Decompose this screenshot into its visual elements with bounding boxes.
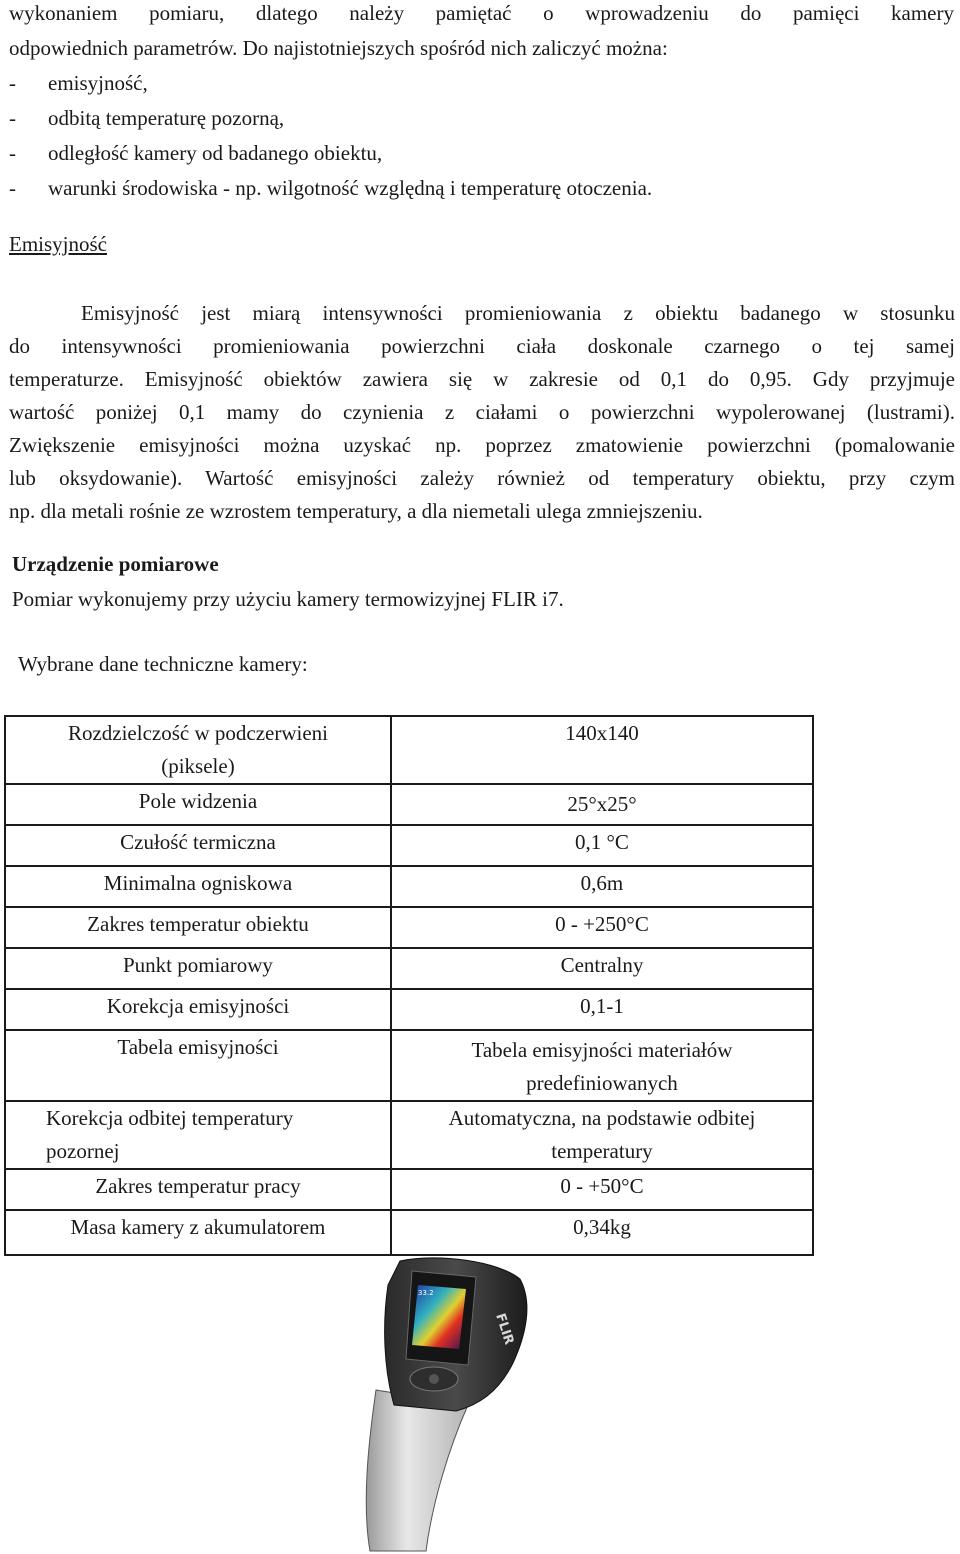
list-item — [9, 136, 652, 171]
table-caption: Wybrane dane techniczne kamery: — [18, 652, 308, 676]
list-marker: - — [9, 176, 16, 200]
table-row — [5, 989, 813, 1030]
list-item — [9, 66, 652, 101]
table-row — [5, 907, 813, 948]
paragraph-line: temperaturze. Emisyjność obiektów zawiera się w zakresie od 0,1 do 0,95. Gdy przyjmuje — [9, 367, 955, 391]
thermal-camera-image — [328, 1255, 568, 1554]
paragraph-line-text: Emisyjność jest miarą intensywności promieniowania z obiektu badanego w stosunku — [81, 301, 955, 325]
intro-line: wykonaniem pomiaru, dlatego należy pamiętać o wprowadzeniu do pamięci kamery — [9, 1, 954, 25]
section-heading-device: Urządzenie pomiarowe — [12, 552, 219, 576]
list-item-text: warunki środowiska - np. wilgotność względną i temperaturę otoczenia. — [48, 176, 653, 200]
list-item-text: odbitą temperaturę pozorną, — [48, 106, 285, 130]
paragraph-line: lub oksydowanie). Wartość emisyjności zależy również od temperatury obiektu, przy czym — [9, 466, 955, 490]
spec-label: Punkt pomiarowy — [5, 948, 391, 989]
paragraph-line — [9, 297, 955, 330]
spec-value: 0,1-1 — [391, 989, 813, 1030]
section-heading-emissivity: Emisyjność — [9, 232, 107, 256]
table-row — [5, 825, 813, 866]
spec-value: 25°x25° — [391, 784, 813, 825]
list-item — [9, 101, 652, 136]
spec-value: Automatyczna, na podstawie odbitej temperatury — [391, 1101, 813, 1169]
paragraph-line: wartość poniżej 0,1 mamy do czynienia z ciałami o powierzchni wypolerowanej (lustrami). — [9, 400, 955, 424]
brand-logo: FLIR — [492, 1311, 517, 1347]
paragraph-line: Zwiększenie emisyjności można uzyskać np. poprzez zmatowienie powierzchni (pomalowanie — [9, 433, 955, 457]
list-item — [9, 171, 652, 206]
spec-value: 140x140 — [391, 716, 813, 784]
parameter-list — [9, 66, 652, 206]
paragraph-line: np. dla metali rośnie ze wzrostem temperatury, a dla niemetali ulega zmniejszeniu. — [9, 499, 703, 523]
spec-label: Korekcja emisyjności — [5, 989, 391, 1030]
table-row — [5, 948, 813, 989]
spec-label: Tabela emisyjności — [5, 1030, 391, 1101]
intro-line: odpowiednich parametrów. Do najistotniejszych spośród nich zaliczyć można: — [9, 36, 668, 60]
spec-label: Zakres temperatur obiektu — [5, 907, 391, 948]
list-marker: - — [9, 141, 16, 165]
screen-readout: 33.2 — [418, 1289, 434, 1297]
list-item-text: emisyjność, — [48, 71, 148, 95]
spec-value: Centralny — [391, 948, 813, 989]
table-row — [5, 716, 813, 784]
spec-value: 0 - +50°C — [391, 1169, 813, 1210]
list-marker: - — [9, 71, 16, 95]
emissivity-paragraph — [9, 297, 955, 528]
spec-label: Rozdzielczość w podczerwieni (piksele) — [5, 716, 391, 784]
spec-label: Masa kamery z akumulatorem — [5, 1210, 391, 1255]
spec-value: 0,1 °C — [391, 825, 813, 866]
table-row — [5, 784, 813, 825]
spec-label: Minimalna ogniskowa — [5, 866, 391, 907]
table-row — [5, 1169, 813, 1210]
spec-table — [4, 715, 814, 1256]
device-description: Pomiar wykonujemy przy użyciu kamery termowizyjnej FLIR i7. — [12, 587, 564, 611]
center-button — [429, 1374, 439, 1384]
spec-label: Czułość termiczna — [5, 825, 391, 866]
intro-paragraph — [9, 0, 954, 66]
table-row — [5, 1101, 813, 1169]
spec-value: Tabela emisyjności materiałów predefiniowanych — [391, 1030, 813, 1101]
list-item-text: odległość kamery od badanego obiektu, — [48, 141, 383, 165]
spec-value: 0 - +250°C — [391, 907, 813, 948]
spec-label: Pole widzenia — [5, 784, 391, 825]
spec-label: Zakres temperatur pracy — [5, 1169, 391, 1210]
table-row — [5, 1210, 813, 1255]
spec-label: Korekcja odbitej temperatury pozornej — [5, 1101, 391, 1169]
table-row — [5, 866, 813, 907]
paragraph-line: do intensywności promieniowania powierzchni ciała doskonale czarnego o tej samej — [9, 334, 955, 358]
table-row — [5, 1030, 813, 1101]
spec-value: 0,6m — [391, 866, 813, 907]
list-marker: - — [9, 106, 16, 130]
camera-handle — [366, 1390, 468, 1551]
spec-value: 0,34kg — [391, 1210, 813, 1255]
